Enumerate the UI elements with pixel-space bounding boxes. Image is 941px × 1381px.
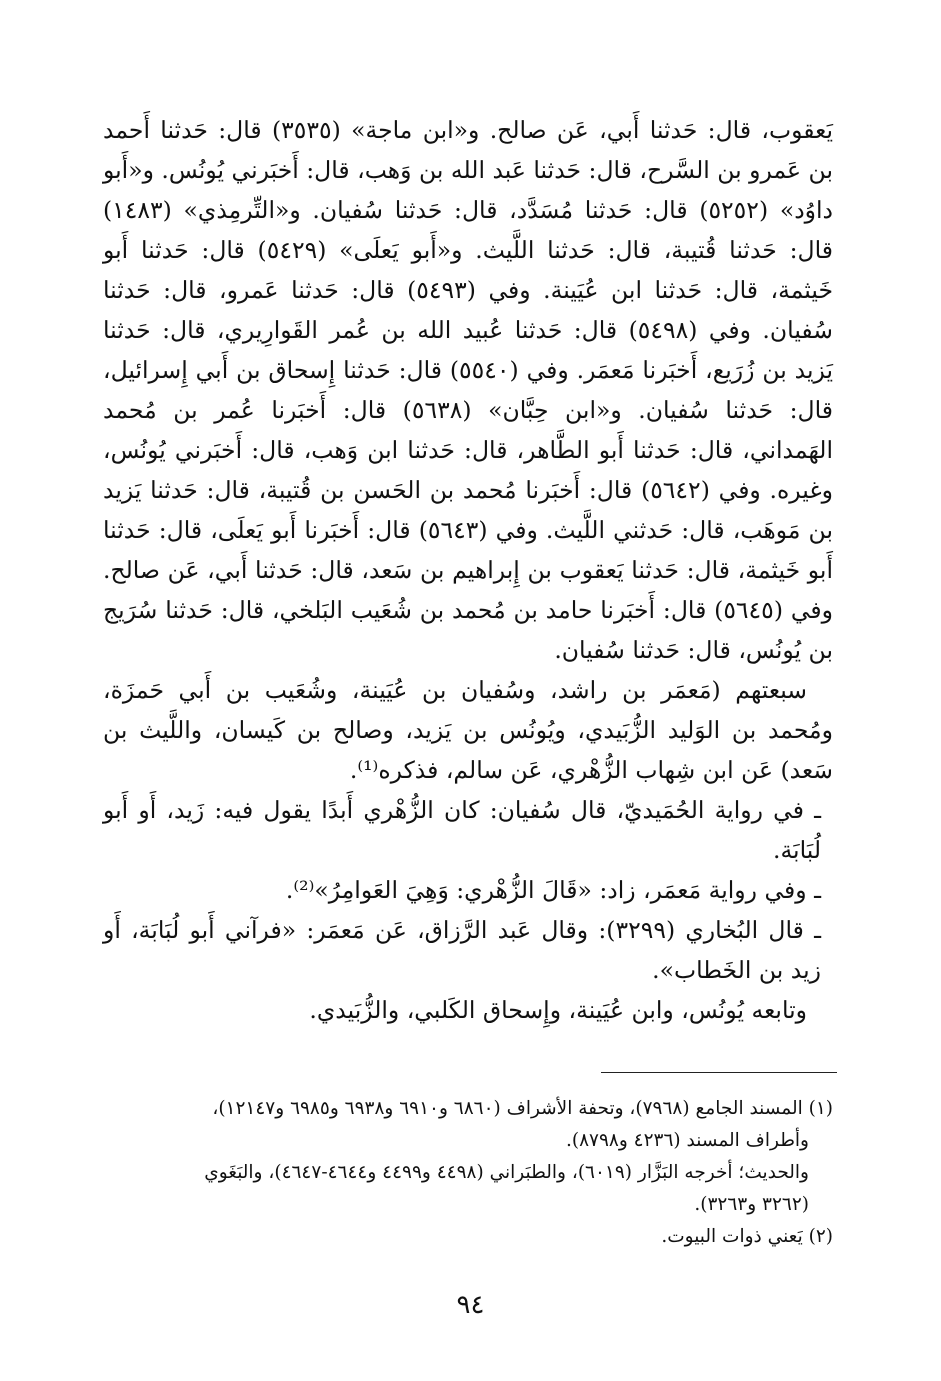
paragraph-isnad-chains: يَعقوب، قال: حَدثنا أَبي، عَن صالح. و«ابن ماجة» (٣٥٣٥) قال: حَدثنا أَحمد بن عَمرو بن السَّرح، قال: حَدثنا عَبد الله بن وَهب، قال: أَخبَرني يُونُس. و«أَبو داوُد» (٥٢٥٢) قال: حَدثنا مُسَدَّد، قال: حَدثنا سُفيان. و«التِّرمِذي» (١٤٨٣) قال: حَدثنا قُتيبة، قال: حَدثنا اللَّيث. و«أَبو يَعلَى» (٥٤٢٩) قال: حَدثنا أَبو خَيثمة، قال: حَدثنا ابن عُيَينة. وفي (٥٤٩٣) قال: حَدثنا عَمرو، قال: حَدثنا سُفيان. وفي (٥٤٩٨) قال: حَدثنا عُبيد الله بن عُمر القَوارِيري، قال: حَدثنا يَزيد بن زُرَيع، أَخبَرنا مَعمَر. وفي (٥٥٤٠) قال: حَدثنا إِسحاق بن أَبي إِسرائيل، قال: حَدثنا سُفيان. و«ابن حِبَّان» (٥٦٣٨) قال: أَخبَرنا عُمر بن مُحمد الهَمداني، قال: حَدثنا أَبو الطَّاهر، قال: حَدثنا ابن وَهب، قال: أَخبَرني يُونُس، وغيره. وفي (٥٦٤٢) قال: أَخبَرنا مُحمد بن الحَسن بن قُتيبة، قال: حَدثنا يَزيد بن مَوهَب، قال: حَدثني اللَّيث. وفي (٥٦٤٣) قال: أَخبَرنا أَبو يَعلَى، قال: حَدثنا أَبو خَيثمة، قال: حَدثنا يَعقوب بن إِبراهيم بن سَعد، قال: حَدثنا أَبي، عَن صالح. وفي (٥٦٤٥) قال: أَخبَرنا حامد بن مُحمد بن شُعَيب البَلخي، قال: حَدثنا سُرَيج بن يُونُس، قال: حَدثنا سُفيان. [103, 116, 834, 664]
footnotes [103, 1094, 833, 1254]
footnote-1-line-4: (٣٢٦٢ و٣٢٦٣). [694, 1194, 809, 1215]
note-bukhari-narration: ـ قال البُخاري (٣٢٩٩): وقال عَبد الرَّزاق، عَن مَعمَر: «فرآني أَبو لُبَابَة، أَو زيد بن الخَطاب». [103, 916, 821, 984]
main-text [103, 110, 833, 1030]
footnote-1-line-3: والحديث؛ أخرجه البَزَّار (٦٠١٩)، والطبَراني (٤٤٩٨ و٤٤٩٩ و٤٦٤٤-٤٦٤٧)، والبَغَوي [204, 1162, 809, 1183]
paragraph-followers: وتابعه يُونُس، وابن عُيَينة، وإِسحاق الكَلبي، والزُّبَيدي. [309, 996, 807, 1024]
paragraph-narrators-summary: سبعتهم (مَعمَر بن راشد، وسُفيان بن عُيَينة، وشُعَيب بن أَبي حَمزَة، ومُحمد بن الوَليد الزُّبَيدي، ويُونُس بن يَزيد، وصالح بن كَيسان، واللَّيث بن سَعد) عَن ابن شِهاب الزُّهْري، عَن سالم، فذكره⁽¹⁾. [103, 676, 833, 784]
note-mamar-narration: ـ وفي رواية مَعمَر، زاد: «قَالَ الزُّهْري: وَهِيَ العَوامِرُ»⁽²⁾. [285, 876, 821, 904]
note-humaydi-narration: ـ في رواية الحُمَيديّ، قال سُفيان: كان الزُّهْري أَبدًا يقول فيه: زَيد، أَو أَبو لُبَابَة. [103, 796, 821, 864]
footnote-divider [601, 1072, 837, 1073]
page-number: ٩٤ [456, 1290, 485, 1320]
footnote-1-line-2: وأطراف المسند (٤٢٣٦ و٨٧٩٨). [565, 1130, 809, 1151]
footnote-1-line-1: (١) المسند الجامع (٧٩٦٨)، وتحفة الأشراف (٦٨٦٠ و٦٩١٠ و٦٩٣٨ و٦٩٨٥ و١٢١٤٧)، [212, 1098, 833, 1119]
footnote-2: (٢) يَعني ذوات البيوت. [661, 1226, 833, 1247]
